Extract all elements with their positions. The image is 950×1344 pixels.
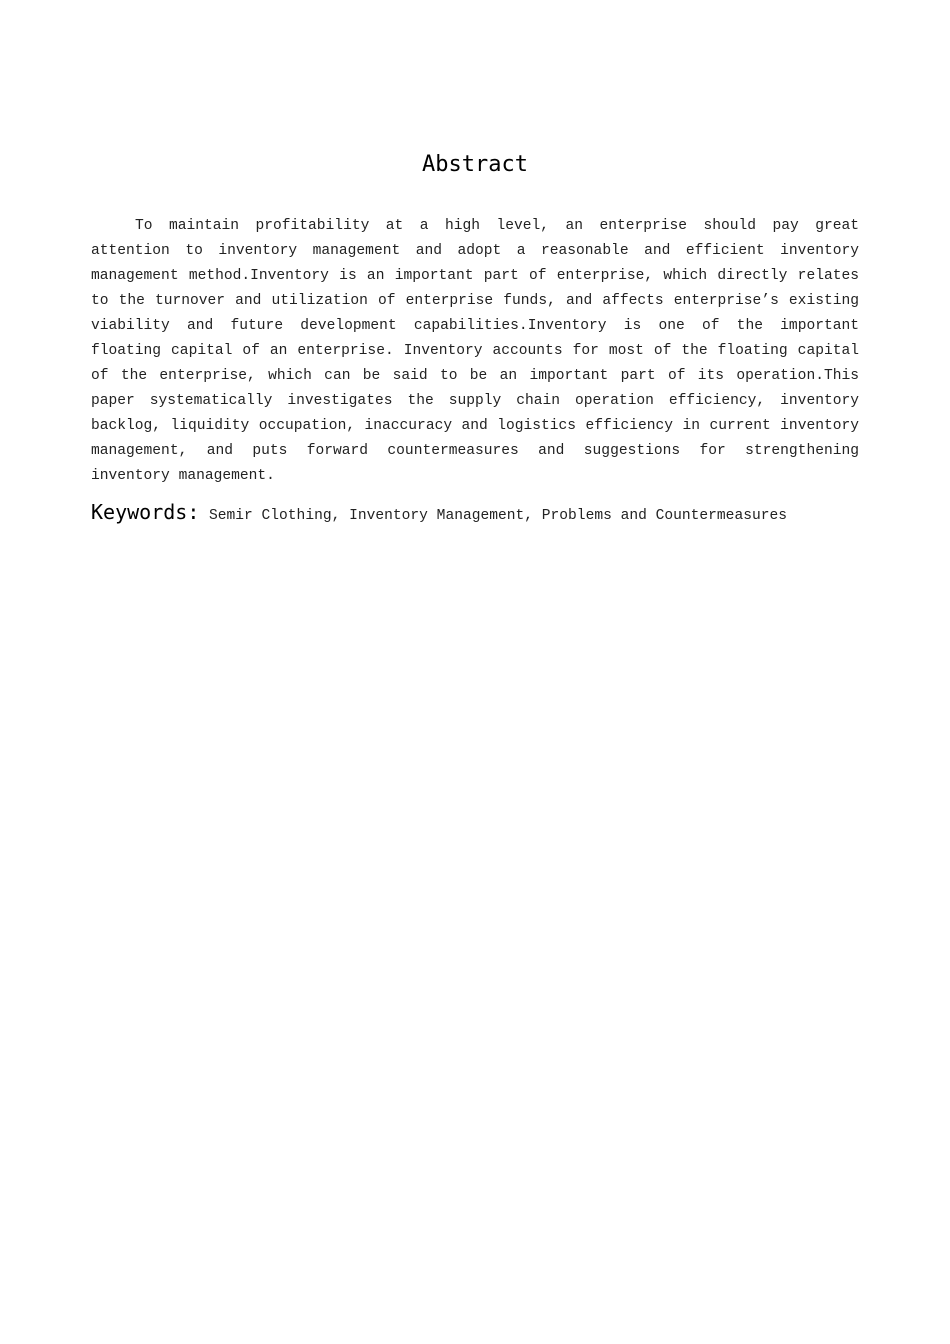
keywords-label: Keywords: [91, 500, 200, 524]
keywords-text: Semir Clothing, Inventory Management, Problems and Countermeasures [208, 508, 787, 524]
abstract-title: Abstract [422, 152, 528, 177]
abstract-paragraph: To maintain profitability at a high level, an enterprise should pay great attention to inventory management and adopt a reasonable and efficient inventory management method.Inventory is an important part of enterprise, which directly relates to the turnover and utilization of enterprise funds, and affects enterprise’s existing viability and future development capabilities.Inventory is one of the important floating capital of an enterprise. Inventory accounts for most of the floating capital of the enterprise, which can be said to be an important part of its operation.This paper systematically investigates the supply chain operation efficiency, inventory backlog, liquidity occupation, inaccuracy and logistics efficiency in current inventory management, and puts forward countermeasures and suggestions for strengthening inventory management. [91, 218, 859, 484]
keywords-line [91, 500, 891, 524]
